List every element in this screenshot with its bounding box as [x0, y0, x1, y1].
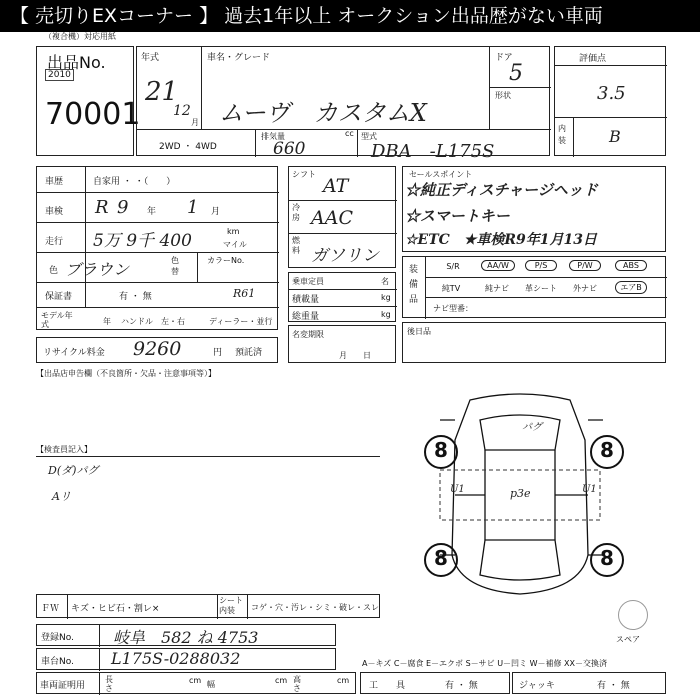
cert-length: 長さ [105, 675, 113, 693]
inspector-line-1: D(ダ)パグ [48, 464, 99, 477]
vehicle-info [136, 46, 550, 162]
registration-value: 岐阜 582 ね 4753 [113, 628, 259, 647]
cert-height-unit: cm [337, 676, 350, 685]
history-label: 車歴 [45, 177, 64, 187]
tire-mark-rear-left: 8 [424, 543, 458, 577]
banner: 【 売切りEXコーナー 】 過去1年以上 オークション出品歴がない車両 [0, 0, 700, 32]
load-unit: kg [381, 293, 391, 302]
tools-row [360, 672, 510, 694]
inspection-label: 車検 [45, 207, 64, 217]
tire-mark-front-right: 8 [590, 435, 624, 469]
mileage-value: 5万 9千 400 [93, 231, 192, 251]
declaration-label: 【出品店申告欄（不良箇所・欠品・注意事項等）】 [36, 369, 216, 378]
inspection-month-unit: 月 [211, 207, 221, 217]
color-code-label: カラーNo. [207, 256, 245, 265]
fuel-label: 燃料 [292, 236, 300, 255]
tools-options: 有 ・ 無 [445, 681, 478, 691]
diagram-note-center: p3e [510, 487, 531, 500]
color-label: 色 [49, 266, 59, 276]
equip-tv: 純TV [441, 284, 461, 293]
cert-row [36, 672, 356, 694]
handle-options: ハンドル 左・右 [121, 317, 185, 326]
mileage-sub-unit: マイル [223, 240, 247, 249]
history-options: 自家用 ・ ・（ ） [93, 177, 176, 187]
tire-mark-front-left: 8 [424, 435, 458, 469]
displacement-label: 排気量 [261, 132, 285, 141]
chassis-value: L175S-0288032 [111, 649, 241, 668]
recycle-value: 9260 [133, 338, 182, 360]
mechanics-table [288, 166, 396, 268]
fw-items: キズ・ヒビ石・割レ× [71, 604, 160, 614]
interior-value: B [609, 127, 621, 146]
sales-point-3: ☆ETC ★車検R9年1月13日 [405, 232, 597, 248]
score-box [554, 46, 666, 156]
name-label: 車名・グレード [207, 53, 271, 63]
lot-stamp: 2010 [45, 69, 74, 81]
name-value: ムーヴ カスタムX [219, 99, 427, 127]
reg-change-label: 名変期限 [292, 330, 324, 339]
color-value: ブラウン [65, 260, 130, 279]
displacement-unit: cc [345, 129, 354, 138]
fw-row [36, 594, 380, 618]
recycle-note: 預託済 [235, 348, 263, 358]
doors-label: ドア [495, 53, 513, 63]
tire-mark-rear-right: 8 [590, 543, 624, 577]
warranty-value: R61 [233, 287, 256, 300]
damage-legend: A－キズ C－腐食 E－エクボ S－サビ U－凹ミ W－補修 XX－交換済 [362, 659, 608, 668]
dealer-options: ディーラー・並行 [209, 317, 273, 326]
post-attach-label: 後日品 [407, 327, 431, 336]
diagram-note-left: U1 [450, 484, 465, 495]
doc-subtitle: （複合機）対応用紙 [44, 32, 116, 41]
inspector-label: 【検査員記入】 [36, 445, 92, 454]
inspection-year-unit: 年 [147, 207, 157, 217]
score-value: 3.5 [597, 83, 626, 104]
recycle-label: リサイクル料金 [43, 348, 105, 358]
fuel-value: ガソリン [311, 246, 379, 266]
recycle-box [36, 337, 278, 363]
score-label: 評価点 [579, 54, 607, 64]
color-change-label: 色替 [171, 256, 179, 276]
gross-label: 総重量 [292, 312, 320, 322]
ac-label: 冷房 [292, 203, 300, 222]
equip-pw: P/W [569, 260, 601, 271]
capacity-table [288, 272, 396, 322]
equipment-box [402, 256, 666, 318]
load-label: 積載量 [292, 295, 320, 305]
interior-label: 内装 [558, 124, 566, 145]
lot-box [36, 46, 141, 156]
inspection-year: 9 [117, 197, 129, 218]
equipment-label: 装備品 [409, 265, 419, 305]
registration-label: 登録No. [41, 633, 74, 643]
shift-label: シフト [292, 170, 316, 179]
doors-value: 5 [509, 61, 523, 86]
mileage-label: 走行 [45, 237, 64, 247]
sales-points-label: セールスポイント [409, 170, 473, 179]
fw-label: ＦＷ [41, 604, 60, 614]
year-label: 年式 [141, 53, 160, 63]
navi-model-label: ナビ型番： [433, 304, 473, 313]
spare-label: スペア [616, 635, 640, 644]
cert-width-unit: cm [275, 676, 288, 685]
equip-ps: P/S [525, 260, 557, 271]
warranty-label: 保証書 [45, 292, 73, 302]
capacity-label: 乗車定員 [292, 277, 324, 286]
capacity-unit: 名 [381, 277, 389, 286]
gross-unit: kg [381, 310, 391, 319]
shape-label: 形状 [495, 91, 511, 100]
equip-sr: S/R [446, 262, 460, 271]
model-value: DBA -L175S [371, 141, 495, 162]
cert-length-unit: cm [189, 676, 202, 685]
year-month: 12 [173, 103, 191, 119]
equip-airbag: エアB [615, 281, 647, 294]
year-month-unit: 月 [191, 118, 199, 127]
tools-label: 工 具 [369, 681, 406, 691]
jack-row [512, 672, 666, 694]
jack-options: 有 ・ 無 [597, 681, 630, 691]
recycle-unit: 円 [213, 348, 223, 358]
equip-aaw: AA/W [481, 260, 515, 271]
sales-points-box [402, 166, 666, 252]
displacement-value: 660 [273, 139, 306, 159]
equip-navi: 純ナビ [485, 284, 509, 293]
seat-items: コゲ・穴・汚レ・シミ・破レ・スレ [251, 603, 379, 612]
spare-tire-icon [618, 600, 648, 630]
lot-number: 70001 [45, 97, 141, 132]
warranty-options: 有 ・ 無 [119, 292, 152, 302]
jack-label: ジャッキ [519, 681, 555, 691]
chassis-row [36, 648, 336, 670]
reg-change-box [288, 325, 396, 363]
details-table [36, 166, 278, 330]
cert-height: 高さ [293, 675, 301, 693]
post-attach-box [402, 322, 666, 363]
equip-abs: ABS [615, 260, 647, 271]
model-label: 型式 [361, 132, 377, 141]
cert-label: 車両証明用 [40, 681, 86, 691]
year-value: 21 [145, 77, 179, 107]
drive-options: 2WD ・ 4WD [159, 142, 217, 152]
sales-point-1: ☆純正ディスチャージヘッド [405, 181, 598, 199]
shift-value: AT [323, 175, 349, 197]
model-year-unit: 年 [103, 317, 111, 326]
reg-change-unit: 月 日 [339, 351, 371, 360]
diagram-note-top: パグ [522, 422, 542, 433]
model-year-label: モデル年式 [41, 311, 73, 329]
ac-value: AAC [311, 207, 353, 229]
inspection-era: R [95, 197, 109, 218]
registration-row [36, 624, 336, 646]
cert-width: 幅 [207, 680, 215, 689]
equip-leather: 革シート [525, 284, 557, 293]
sales-point-2: ☆スマートキー [405, 207, 510, 225]
chassis-label: 車台No. [41, 657, 74, 667]
inspection-month: 1 [187, 197, 199, 218]
diagram-note-right: U1 [582, 484, 597, 495]
seat-label: シート内装 [219, 596, 243, 615]
lot-label: 出品No. [47, 53, 106, 72]
mileage-unit: km [227, 227, 240, 236]
inspector-line-2: Aリ [52, 490, 71, 503]
equip-ext-navi: 外ナビ [573, 284, 597, 293]
